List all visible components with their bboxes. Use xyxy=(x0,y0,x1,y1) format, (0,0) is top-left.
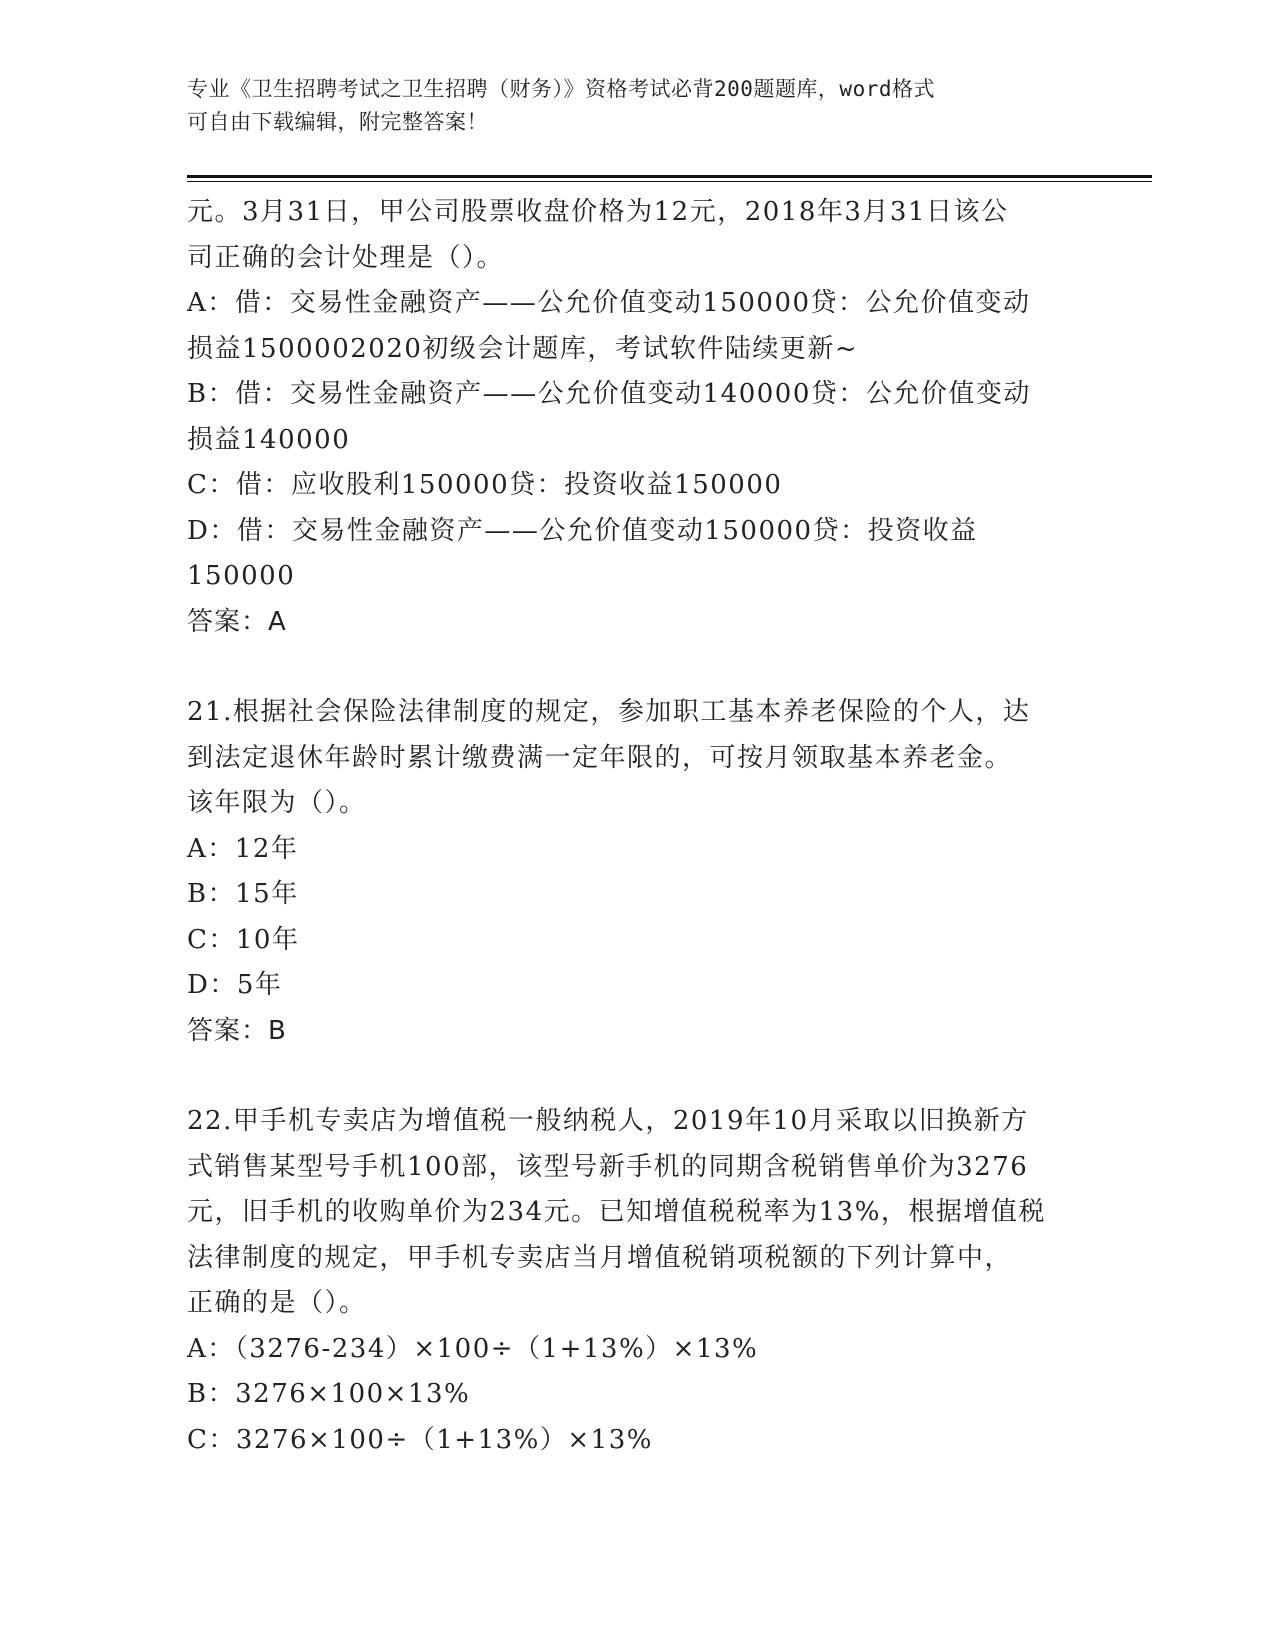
question-stem-line: 元，旧手机的收购单价为234元。已知增值税税率为13%，根据增值税 xyxy=(187,1197,1046,1227)
option-c: C：10年 xyxy=(187,924,300,955)
question-stem-line: 法律制度的规定，甲手机专卖店当月增值税销项税额的下列计算中， xyxy=(187,1242,1013,1273)
option-c: C：3276×100÷（1+13%）×13% xyxy=(187,1424,653,1455)
question-stem-line: 司正确的会计处理是（）。 xyxy=(187,242,505,273)
question-20 xyxy=(187,190,1087,645)
header-line-2: 可自由下载编辑，附完整答案！ xyxy=(187,110,488,134)
question-stem-line: 式销售某型号手机100部，该型号新手机的同期含税销售单价为3276 xyxy=(187,1151,1029,1182)
question-stem-line: 正确的是（）。 xyxy=(187,1288,367,1318)
header-line-1: 专业《卫生招聘考试之卫生招聘（财务）》资格考试必背200题题库，word格式 xyxy=(187,77,935,101)
question-stem-line: 到法定退休年龄时累计缴费满一定年限的，可按月领取基本养老金。 xyxy=(187,742,1013,773)
document-body xyxy=(187,190,1087,1463)
option-d-continued: 150000 xyxy=(187,561,296,591)
answer-label: 答案：A xyxy=(187,606,287,637)
spacer xyxy=(187,1054,1087,1099)
header-divider-thick xyxy=(187,175,1152,178)
option-a: A：借：交易性金融资产——公允价值变动150000贷：公允价值变动 xyxy=(187,288,1031,318)
option-a: A：（3276-234）×100÷（1+13%）×13% xyxy=(187,1333,759,1364)
option-a: A：12年 xyxy=(187,833,299,864)
option-d: D：借：交易性金融资产——公允价值变动150000贷：投资收益 xyxy=(187,515,978,546)
question-stem-line: 22.甲手机专卖店为增值税一般纳税人，2019年10月采取以旧换新方 xyxy=(187,1106,1029,1136)
header-divider-thin xyxy=(187,181,1152,182)
question-21 xyxy=(187,690,1087,1054)
document-header xyxy=(187,73,1067,139)
question-stem-line: 元。3月31日，甲公司股票收盘价格为12元，2018年3月31日该公 xyxy=(187,197,1009,227)
option-c: C：借：应收股利150000贷：投资收益150000 xyxy=(187,470,783,500)
question-stem-line: 21.根据社会保险法律制度的规定，参加职工基本养老保险的个人，达 xyxy=(187,697,1031,727)
answer-label: 答案：B xyxy=(187,1015,287,1046)
option-b: B：借：交易性金融资产——公允价值变动140000贷：公允价值变动 xyxy=(187,379,1031,409)
question-stem-line: 该年限为（）。 xyxy=(187,788,367,818)
spacer xyxy=(187,645,1087,690)
option-b: B：15年 xyxy=(187,879,299,909)
question-22 xyxy=(187,1099,1087,1463)
option-a-continued: 损益1500002020初级会计题库，考试软件陆续更新~ xyxy=(187,333,859,364)
option-b-continued: 损益140000 xyxy=(187,424,351,455)
option-d: D：5年 xyxy=(187,970,283,1000)
option-b: B：3276×100×13% xyxy=(187,1379,471,1409)
